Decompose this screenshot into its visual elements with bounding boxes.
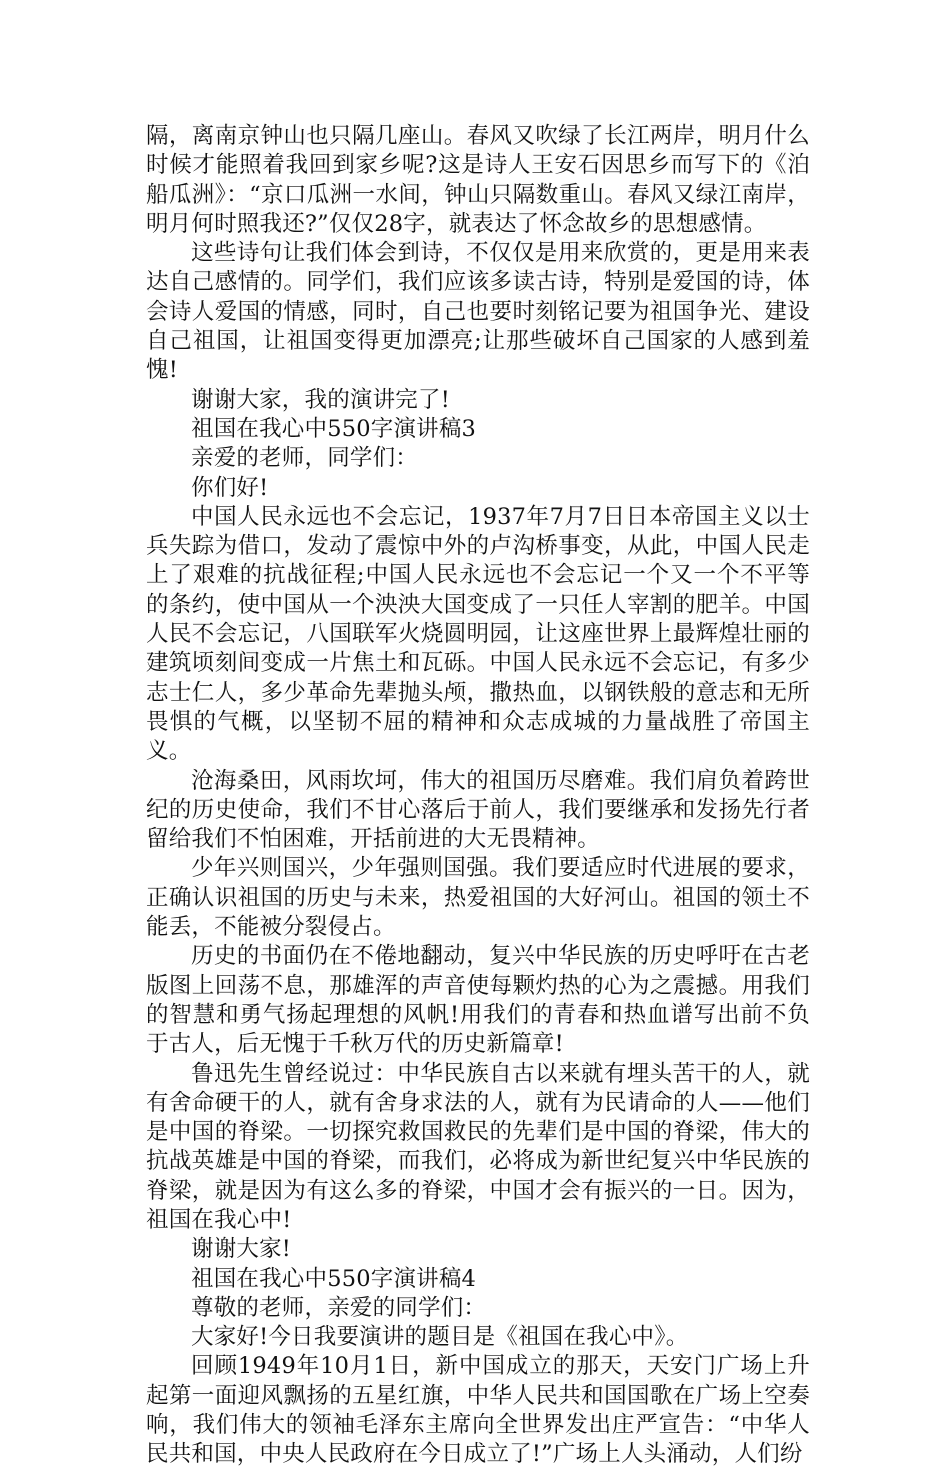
paragraph-2: 这些诗句让我们体会到诗，不仅仅是用来欣赏的，更是用来表达自己感情的。同学们，我们应该多读古诗，特别是爱国的诗，体会诗人爱国的情感，同时，自己也要时刻铭记要为祖国争光、建设自己祖国，让祖国变得更加漂亮;让那些破坏自己国家的人感到羞愧! — [146, 240, 810, 384]
paragraph-4-1: 回顾1949年10月1日，新中国成立的那天，天安门广场上升起第一面迎风飘扬的五星红旗，中华人民共和国国歌在广场上空奏响，我们伟大的领袖毛泽东主席向全世界发出庄严宣告：“中华人民共和国，中央人民政府在今日成立了!”广场上人头涌动，人们纷 — [146, 1353, 810, 1468]
paragraph-3-3: 少年兴则国兴，少年强则国强。我们要适应时代进展的要求，正确认识祖国的历史与未来，热爱祖国的大好河山。祖国的领土不能丢，不能被分裂侵占。 — [146, 855, 810, 941]
closing-line-3: 谢谢大家! — [191, 1236, 292, 1263]
greeting-3: 你们好! — [191, 474, 269, 501]
document-body — [146, 122, 810, 1470]
paragraph-3-4: 历史的书面仍在不倦地翻动，复兴中华民族的历史呼吁在古老版图上回荡不息，那雄浑的声音使每颗灼热的心为之震撼。用我们的智慧和勇气扬起理想的风帆!用我们的青春和热血谱写出前不负于古人，后无愧于千秋万代的历史新篇章! — [146, 943, 810, 1058]
salutation-3: 亲爱的老师，同学们： — [191, 445, 419, 472]
salutation-4: 尊敬的老师，亲爱的同学们： — [191, 1294, 487, 1321]
speech-heading-3: 祖国在我心中550字演讲稿3 — [191, 415, 477, 442]
greeting-4: 大家好!今日我要演讲的题目是《祖国在我心中》。 — [191, 1324, 689, 1351]
paragraph-3-1: 中国人民永远也不会忘记，1937年7月7日日本帝国主义以士兵失踪为借口，发动了震惊中外的卢沟桥事变，从此，中国人民走上了艰难的抗战征程;中国人民永远也不会忘记一个又一个不平等的条约，使中国从一个泱泱大国变成了一只任人宰割的肥羊。中国人民不会忘记，八国联军火烧圆明园，让这座世界上最辉煌壮丽的建筑顷刻间变成一片焦土和瓦砾。中国人民永远不会忘记，有多少志士仁人，多少革命先辈抛头颅，撒热血，以钢铁般的意志和无所畏惧的气概，以坚韧不屈的精神和众志成城的力量战胜了帝国主义。 — [146, 503, 810, 765]
closing-line-1: 谢谢大家，我的演讲完了! — [191, 386, 450, 413]
paragraph-3-5: 鲁迅先生曾经说过：中华民族自古以来就有埋头苦干的人，就有舍命硬干的人，就有舍身求法的人，就有为民请命的人——他们是中国的脊梁。一切探究救国救民的先辈们是中国的脊梁，伟大的抗战英雄是中国的脊梁，而我们，必将成为新世纪复兴中华民族的脊梁，就是因为有这么多的脊梁，中国才会有振兴的一日。因为，祖国在我心中! — [146, 1060, 810, 1233]
speech-heading-4: 祖国在我心中550字演讲稿4 — [191, 1265, 477, 1292]
paragraph-1: 隔，离南京钟山也只隔几座山。春风又吹绿了长江两岸，明月什么时候才能照着我回到家乡呢?这是诗人王安石因思乡而写下的《泊船瓜洲》：“京口瓜洲一水间，钟山只隔数重山。春风又绿江南岸，明月何时照我还?”仅仅28字，就表达了怀念故乡的思想感情。 — [146, 123, 810, 237]
paragraph-3-2: 沧海桑田，风雨坎坷，伟大的祖国历尽磨难。我们肩负着跨世纪的历史使命，我们不甘心落后于前人，我们要继承和发扬先行者留给我们不怕困难，开括前进的大无畏精神。 — [146, 767, 810, 853]
